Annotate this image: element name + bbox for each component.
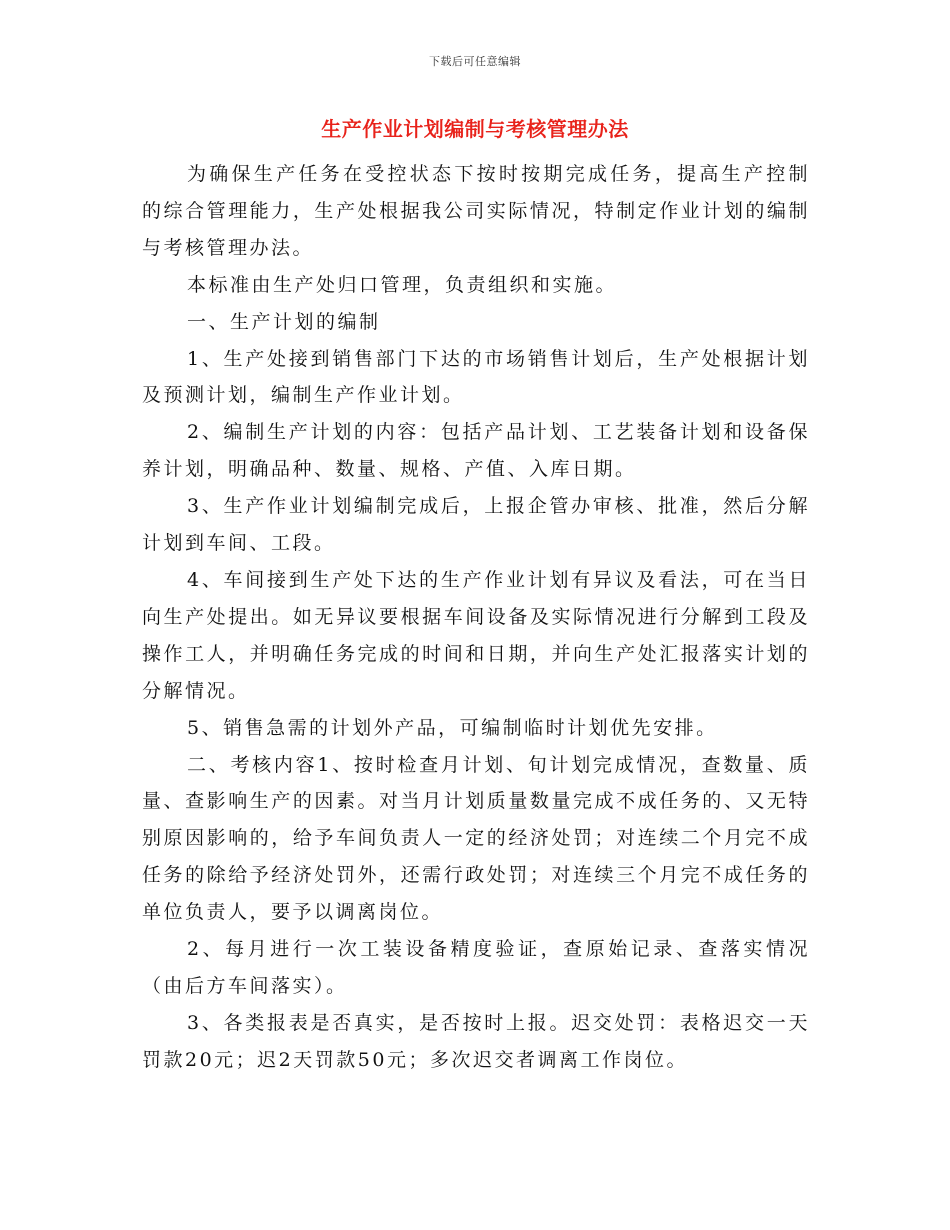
paragraph-item-1: 1、生产处接到销售部门下达的市场销售计划后，生产处根据计划及预测计划，编制生产作业计划。 [142,347,810,407]
paragraph-item-4: 4、车间接到生产处下达的生产作业计划有异议及看法，可在当日向生产处提出。如无异议要根据车间设备及实际情况进行分解到工段及操作工人，并明确任务完成的时间和日期，并向生产处汇报落实计划的分解情况。 [142,568,810,702]
paragraph-assessment-2: 2、每月进行一次工装设备精度验证，查原始记录、查落实情况（由后方车间落实）。 [142,938,810,997]
paragraph-intro: 为确保生产任务在受控状态下按时按期完成任务，提高生产控制的综合管理能力，生产处根据我公司实际情况，特制定作业计划的编制与考核管理办法。 [142,163,810,259]
document-body [142,156,810,1079]
section-heading-2: 二、考核内容1、按时检查月计划、旬计划完成情况，查数量、质量、查影响生产的因素。对当月计划质量数量完成不成任务的、又无特别原因影响的，给予车间负责人一定的经济处罚；对连续二个月完不成任务的除给予经济处罚外，还需行政处罚；对连续三个月完不成任务的单位负责人，要予以调离岗位。 [142,753,810,924]
paragraph-item-5: 5、销售急需的计划外产品，可编制临时计划优先安排。 [187,716,718,739]
section-heading-1: 一、生产计划的编制 [187,310,381,333]
paragraph-item-3: 3、生产作业计划编制完成后，上报企管办审核、批准，然后分解计划到车间、工段。 [142,495,810,555]
paragraph-assessment-3: 3、各类报表是否真实，是否按时上报。迟交处罚：表格迟交一天罚款20元；迟2天罚款50元；多次迟交者调离工作岗位。 [142,1011,810,1071]
paragraph-responsibility: 本标准由生产处归口管理，负责组织和实施。 [187,273,618,296]
paragraph-item-2: 2、编制生产计划的内容：包括产品计划、工艺装备计划和设备保养计划，明确品种、数量、规格、产值、入库日期。 [142,421,810,481]
header-note: 下载后可任意编辑 [429,55,521,68]
document-title: 生产作业计划编制与考核管理办法 [321,117,629,141]
